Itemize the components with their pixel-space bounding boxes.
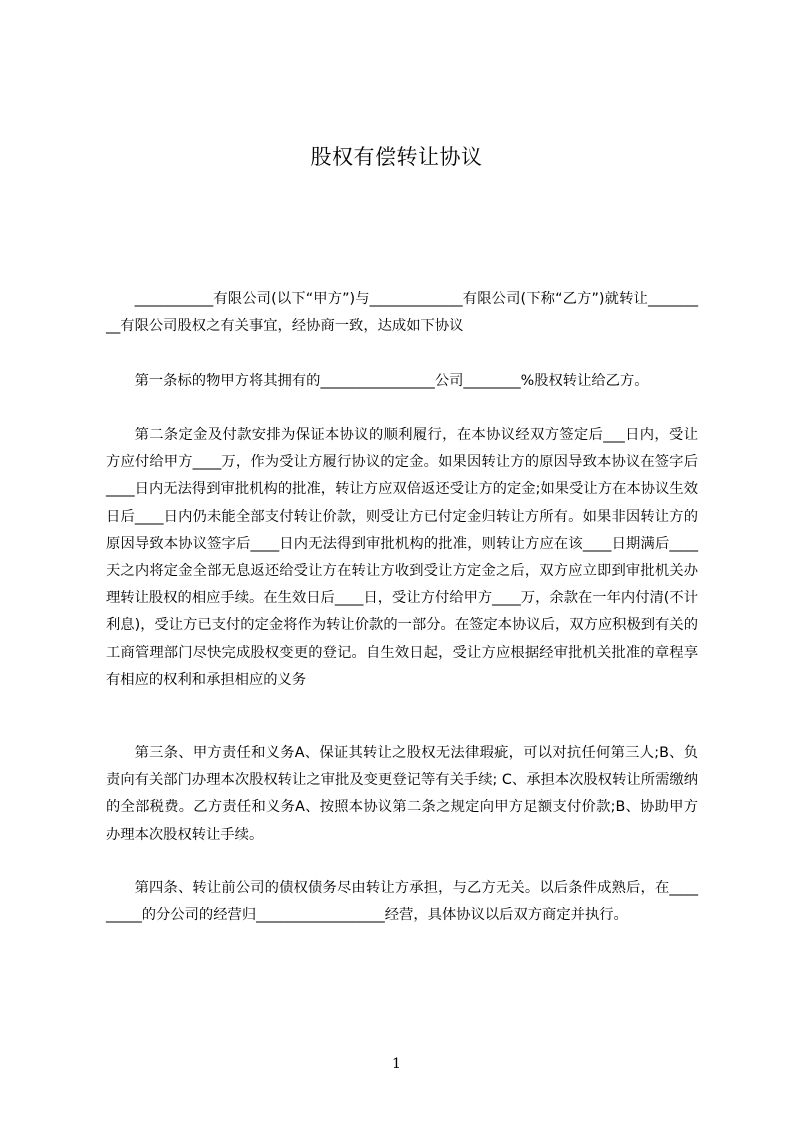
preamble-paragraph: ___________有限公司(以下“甲方”)与_____________有限公司(下称“乙方”)就转让_________有限公司股权之有关事宜，经协商一致，达成如下协议 bbox=[106, 291, 698, 335]
page-number: 1 bbox=[392, 1056, 401, 1072]
document-title: 股权有偿转让协议 bbox=[310, 145, 483, 169]
article-4-paragraph: 第四条、转让前公司的债权债务尽由转让方承担，与乙方无关。以后条件成熟后，在_________的分公司的经营归__________________经营，具体协议以后双方商定并执行。 bbox=[106, 880, 698, 924]
article-2-paragraph: 第二条定金及付款安排为保证本协议的顺利履行，在本协议经双方签定后___日内，受让方应付给甲方____万，作为受让方履行协议的定金。如果因转让方的原因导致本协议在签字后____日内无法得到审批机构的批准，转让方应双倍返还受让方的定金;如果受让方在本协议生效日后____日内仍未能全部支付转让价款，则受让方已付定金归转让方所有。如果非因转让方的原因导致本协议签字后____日内无法得到审批机构的批准，则转让方应在该____日期满后____天之内将定金全部无息返还给受让方在转让方收到受让方定金之后，双方应立即到审批机关办理转让股权的相应手续。在生效日后____日，受让方付给甲方____万，余款在一年内付清(不计利息)，受让方已支付的定金将作为转让价款的一部分。在签定本协议后，双方应积极到有关的工商管理部门尽快完成股权变更的登记。自生效日起，受让方应根据经审批机关批准的章程享有相应的权利和承担相应的义务 bbox=[106, 427, 698, 688]
article-1-paragraph: 第一条标的物甲方将其拥有的________________公司________%股权转让给乙方。 bbox=[134, 373, 649, 389]
article-3-paragraph: 第三条、甲方责任和义务A、保证其转让之股权无法律瑕疵，可以对抗任何第三人;B、负责向有关部门办理本次股权转让之审批及变更登记等有关手续; C、承担本次股权转让所需缴纳的全部税费。乙方责任和义务A、按照本协议第二条之规定向甲方足额支付价款;B、协助甲方办理本次股权转让手续。 bbox=[106, 745, 698, 843]
